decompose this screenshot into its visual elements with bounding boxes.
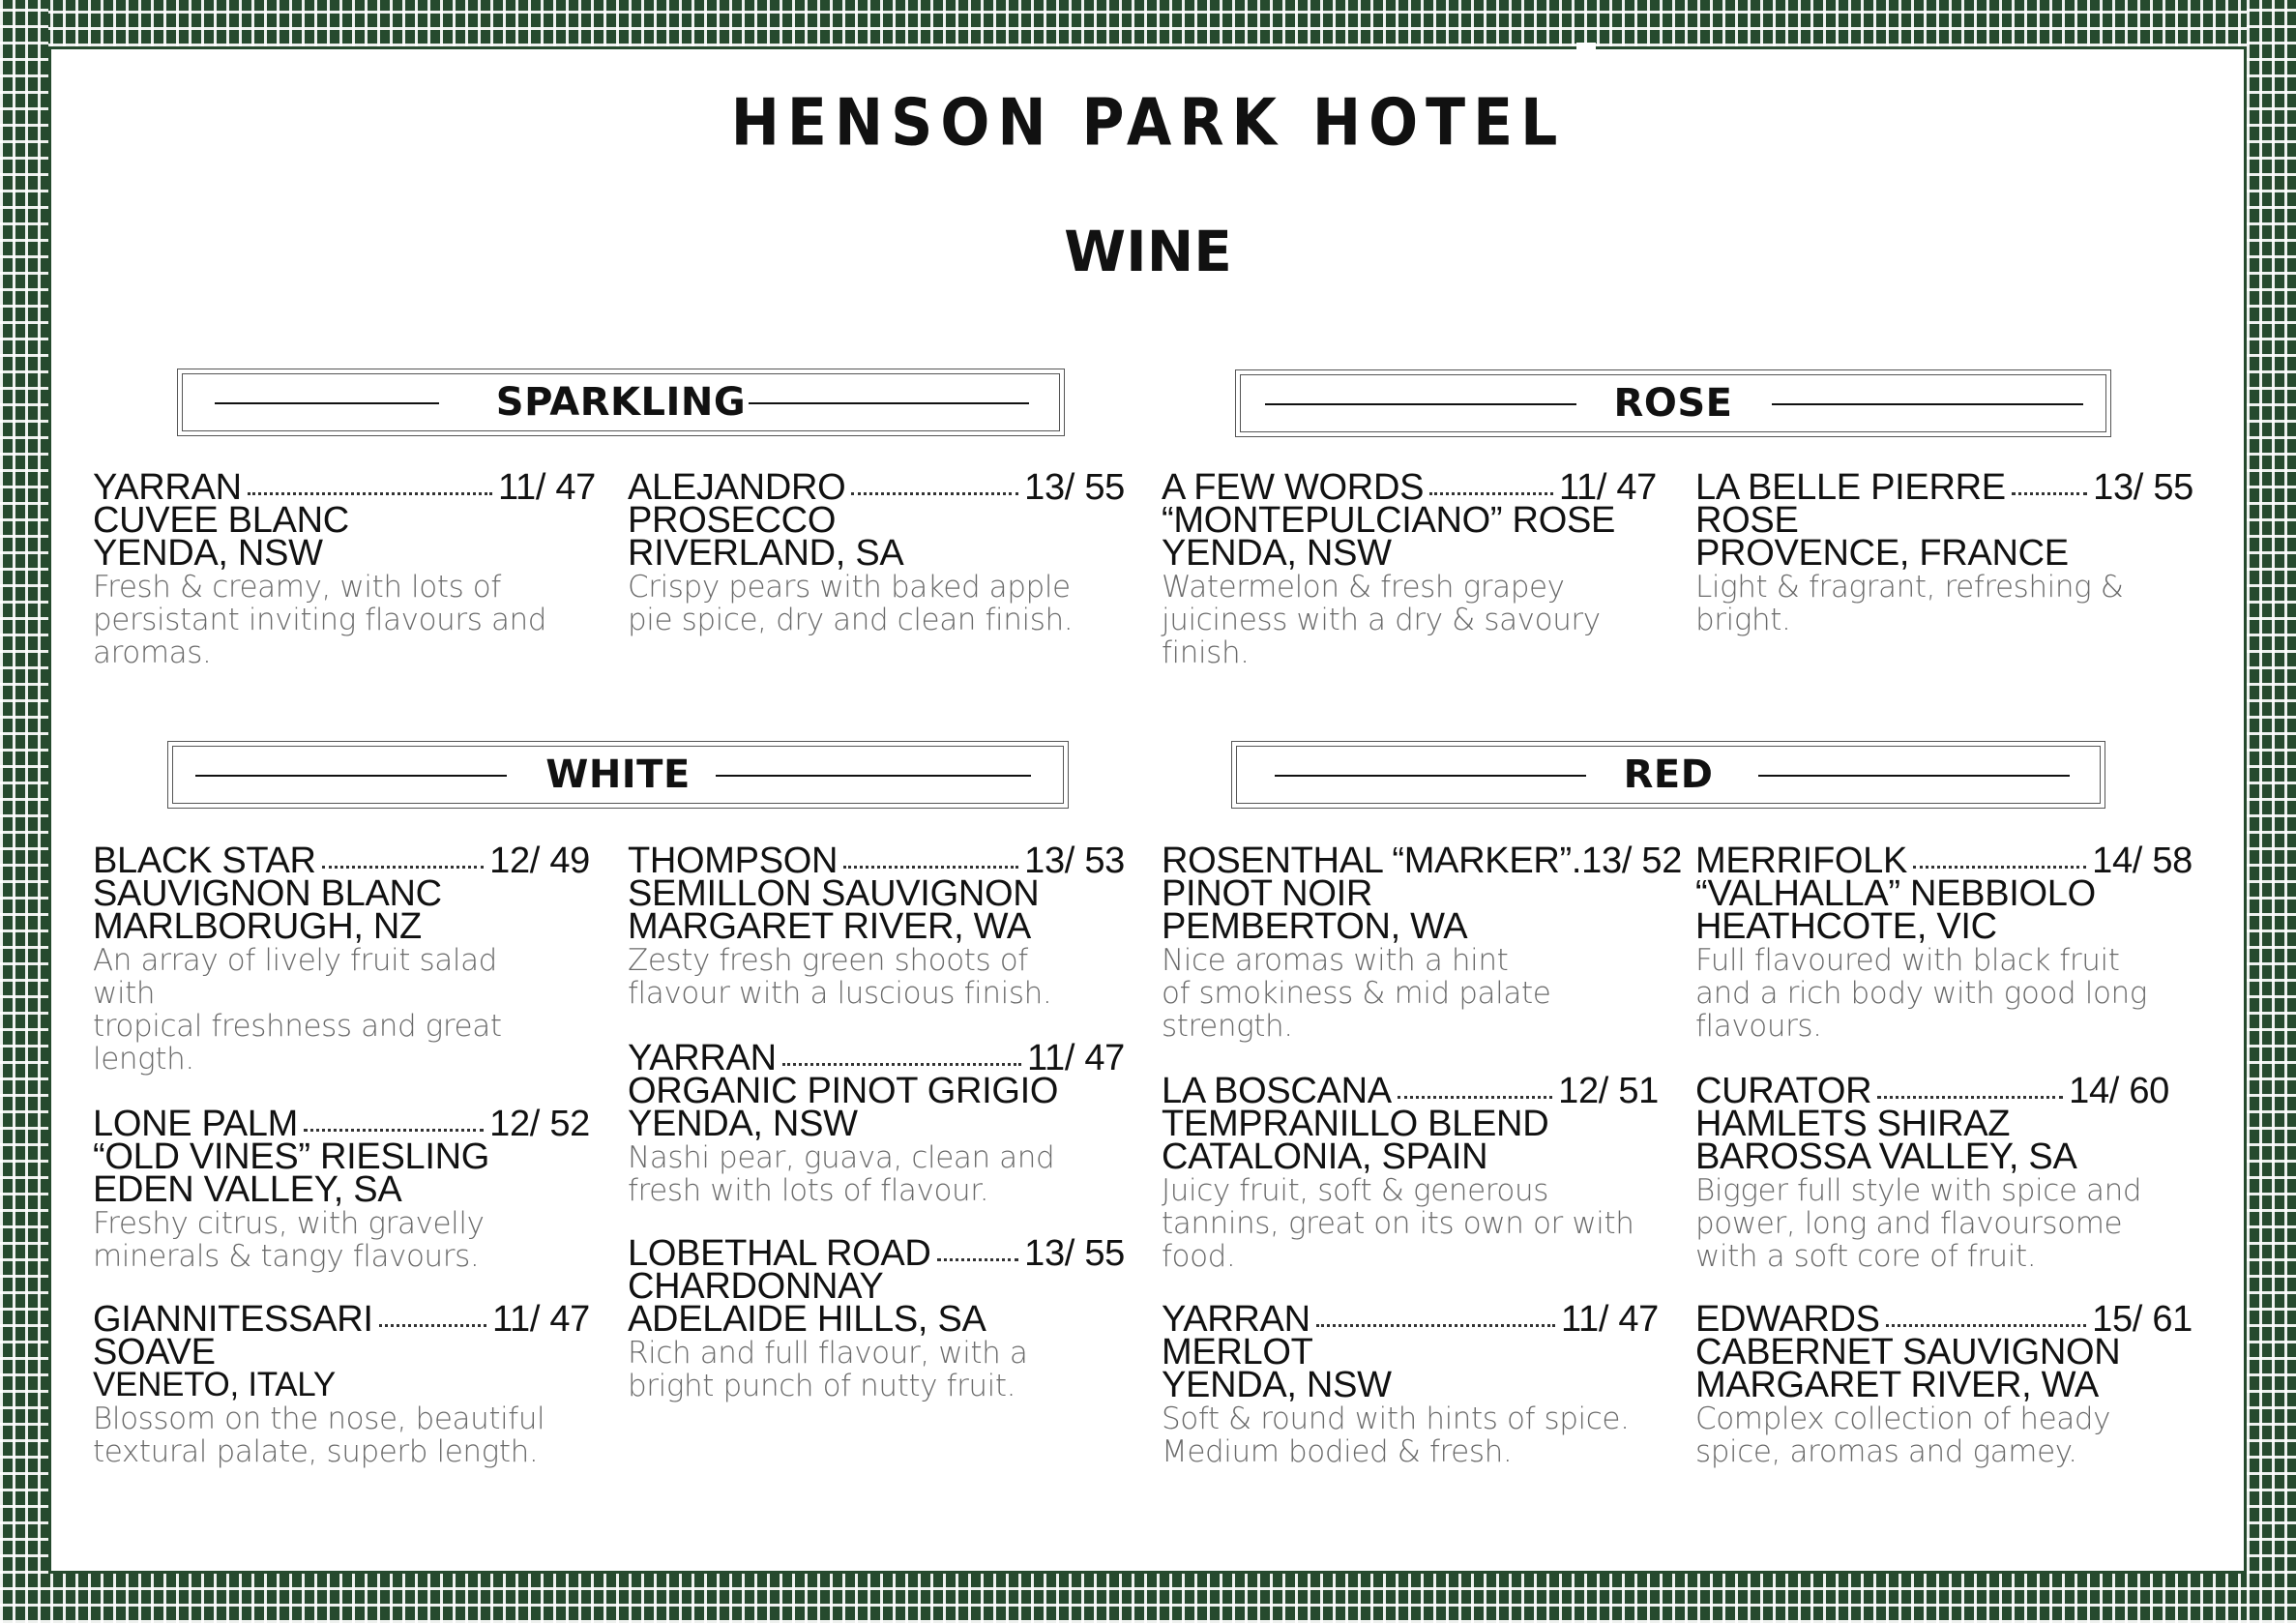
wine-region: EDEN VALLEY, SA [93,1169,402,1210]
wine-price: 14/ 58 [2092,841,2193,881]
leader-dots [1398,1096,1552,1099]
leader-dots [1886,1324,2086,1327]
wine-price: 15/ 61 [2092,1299,2193,1340]
wine-variety: SEMILLON SAUVIGNON [628,873,1040,914]
wine-item [628,1038,1125,1208]
wine-item [1695,841,2193,1044]
wine-description: Complex collection of heady spice, aromas and gamey. [1695,1402,2111,1469]
wine-description: Light & fragrant, refreshing & bright. [1695,570,2124,637]
wine-variety: CUVEE BLANC [93,500,349,541]
wine-price: 13/ 52 [1581,841,1683,881]
category-label: WHITE [545,752,691,797]
leader-dots [379,1324,486,1327]
wine-region: CATALONIA, SPAIN [1162,1136,1488,1177]
wine-price: 13/ 55 [2093,467,2193,508]
wine-producer: YARRAN [93,467,242,508]
leader-dots [1429,492,1553,495]
border-bottom [0,1574,2296,1623]
leader-dots [851,492,1018,495]
wine-item [1695,1071,2169,1274]
wine-price: 12/ 52 [489,1104,590,1144]
menu-title: WINE [1064,219,1232,284]
wine-price: 13/ 55 [1024,1233,1125,1274]
wine-variety: CABERNET SAUVIGNON [1695,1332,2121,1372]
wine-price: 13/ 55 [1024,467,1125,508]
wine-producer: LA BOSCANA [1162,1071,1392,1111]
leader-dots [1877,1096,2063,1099]
wine-region: ADELAIDE HILLS, SA [628,1299,986,1340]
leader-dots [248,492,492,495]
venue-logo: HENSON PARK HOTEL [730,84,1566,162]
category-label: SPARKLING [495,380,747,425]
wine-variety: HAMLETS SHIRAZ [1695,1104,2011,1144]
wine-description: Full flavoured with black fruit and a rich body with good long flavours. [1695,943,2147,1044]
wine-item [93,1104,590,1274]
category-white [167,741,1069,809]
wine-item [1695,467,2193,637]
wine-item [1162,1299,1659,1469]
wine-item [1162,1071,1659,1274]
wine-producer: CURATOR [1695,1071,1872,1111]
wine-description: Juicy fruit, soft & generous tannins, great on its own or with food. [1162,1173,1634,1274]
wine-producer: YARRAN [628,1038,777,1078]
wine-region: MARLBORUGH, NZ [93,906,422,947]
wine-producer: A FEW WORDS [1162,467,1425,508]
wine-producer: GIANNITESSARI [93,1299,373,1340]
wine-producer: LA BELLE PIERRE [1695,467,2006,508]
wine-description: Watermelon & fresh grapey juiciness with a dry & savoury finish. [1162,570,1601,670]
wine-price: 13/ 53 [1024,841,1125,881]
wine-region: PROVENCE, FRANCE [1695,533,2069,574]
category-red [1231,741,2105,809]
category-sparkling [177,369,1065,436]
wine-description: Zesty fresh green shoots of flavour with a luscious finish. [628,943,1052,1011]
wine-producer: MERRIFOLK [1695,841,1907,881]
wine-item [1162,841,1683,1044]
wine-item [93,467,596,670]
wine-item [628,841,1125,1011]
wine-price: 11/ 47 [1558,467,1657,508]
leader-dots [322,866,484,869]
leader-dots [843,866,1018,869]
wine-producer: BLACK STAR [93,841,316,881]
wine-description: An array of lively fruit salad with tropical freshness and great length. [93,943,502,1077]
wine-price: 11/ 47 [491,1299,590,1340]
wine-producer: LONE PALM [93,1104,298,1144]
wine-region: HEATHCOTE, VIC [1695,906,1997,947]
wine-region: BAROSSA VALLEY, SA [1695,1136,2077,1177]
leader-dots [937,1258,1019,1261]
wine-description: Nashi pear, guava, clean and fresh with lots of flavour. [628,1140,1055,1208]
category-label: ROSE [1613,381,1733,426]
wine-variety: PINOT NOIR [1162,873,1372,914]
wine-description: Blossom on the nose, beautiful textural palate, superb length. [93,1402,545,1469]
wine-variety: “OLD VINES” RIESLING [93,1136,489,1177]
wine-description: Rich and full flavour, with a bright punch of nutty fruit. [628,1336,1028,1403]
wine-variety: “MONTEPULCIANO” ROSE [1162,500,1616,541]
wine-item [628,1233,1125,1403]
wine-variety: MERLOT [1162,1332,1313,1372]
wine-price: 11/ 47 [1560,1299,1659,1340]
wine-price: 14/ 60 [2069,1071,2169,1111]
wine-price: 12/ 49 [489,841,590,881]
wine-description: Soft & round with hints of spice. Medium bodied & fresh. [1162,1402,1630,1469]
leader-dots [1316,1324,1555,1327]
wine-region: MARGARET RIVER, WA [1695,1365,2099,1405]
wine-region: MARGARET RIVER, WA [628,906,1031,947]
leader-dots [2012,492,2087,495]
wine-item [1162,467,1657,670]
wine-item [628,467,1125,637]
wine-description: Crispy pears with baked apple pie spice, dry and clean finish. [628,570,1074,637]
wine-item [93,1299,590,1469]
wine-variety: SOAVE [93,1332,216,1372]
wine-region: YENDA, NSW [1162,533,1392,574]
wine-region: YENDA, NSW [93,533,323,574]
wine-variety: ORGANIC PINOT GRIGIO [628,1071,1059,1111]
wine-price: 11/ 47 [1026,1038,1125,1078]
wine-variety: “VALHALLA” NEBBIOLO [1695,873,2096,914]
wine-variety: CHARDONNAY [628,1266,884,1307]
wine-price: 11/ 47 [497,467,596,508]
wine-item [93,841,590,1077]
wine-description: Freshy citrus, with gravelly minerals & tangy flavours. [93,1206,485,1274]
wine-variety: SAUVIGNON BLANC [93,873,442,914]
leader-dots [1913,866,2086,869]
wine-region: YENDA, NSW [1162,1365,1392,1405]
wine-producer: EDWARDS [1695,1299,1880,1340]
wine-variety: PROSECCO [628,500,837,541]
wine-region: VENETO, ITALY [93,1366,336,1403]
category-label: RED [1623,752,1714,797]
wine-producer: YARRAN [1162,1299,1310,1340]
wine-region: RIVERLAND, SA [628,533,904,574]
leader-dots [782,1063,1021,1066]
leader-dots [304,1129,484,1132]
border-top [0,0,2296,46]
wine-item [1695,1299,2193,1469]
wine-description: Nice aromas with a hint of smokiness & mid palate strength. [1162,943,1551,1044]
wine-producer: ALEJANDRO [628,467,846,508]
wine-region: PEMBERTON, WA [1162,906,1468,947]
category-rose [1235,369,2111,437]
wine-price: 12/ 51 [1558,1071,1659,1111]
wine-region: YENDA, NSW [628,1104,858,1144]
wine-variety: TEMPRANILLO BLEND [1162,1104,1549,1144]
border-notch [1576,43,1596,50]
wine-description: Fresh & creamy, with lots of persistant inviting flavours and aromas. [93,570,547,670]
wine-producer: THOMPSON [628,841,839,881]
wine-producer: ROSENTHAL “MARKER”. [1162,841,1582,881]
wine-variety: ROSE [1695,500,1799,541]
wine-description: Bigger full style with spice and power, long and flavoursome with a soft core of fruit. [1695,1173,2142,1274]
wine-producer: LOBETHAL ROAD [628,1233,931,1274]
